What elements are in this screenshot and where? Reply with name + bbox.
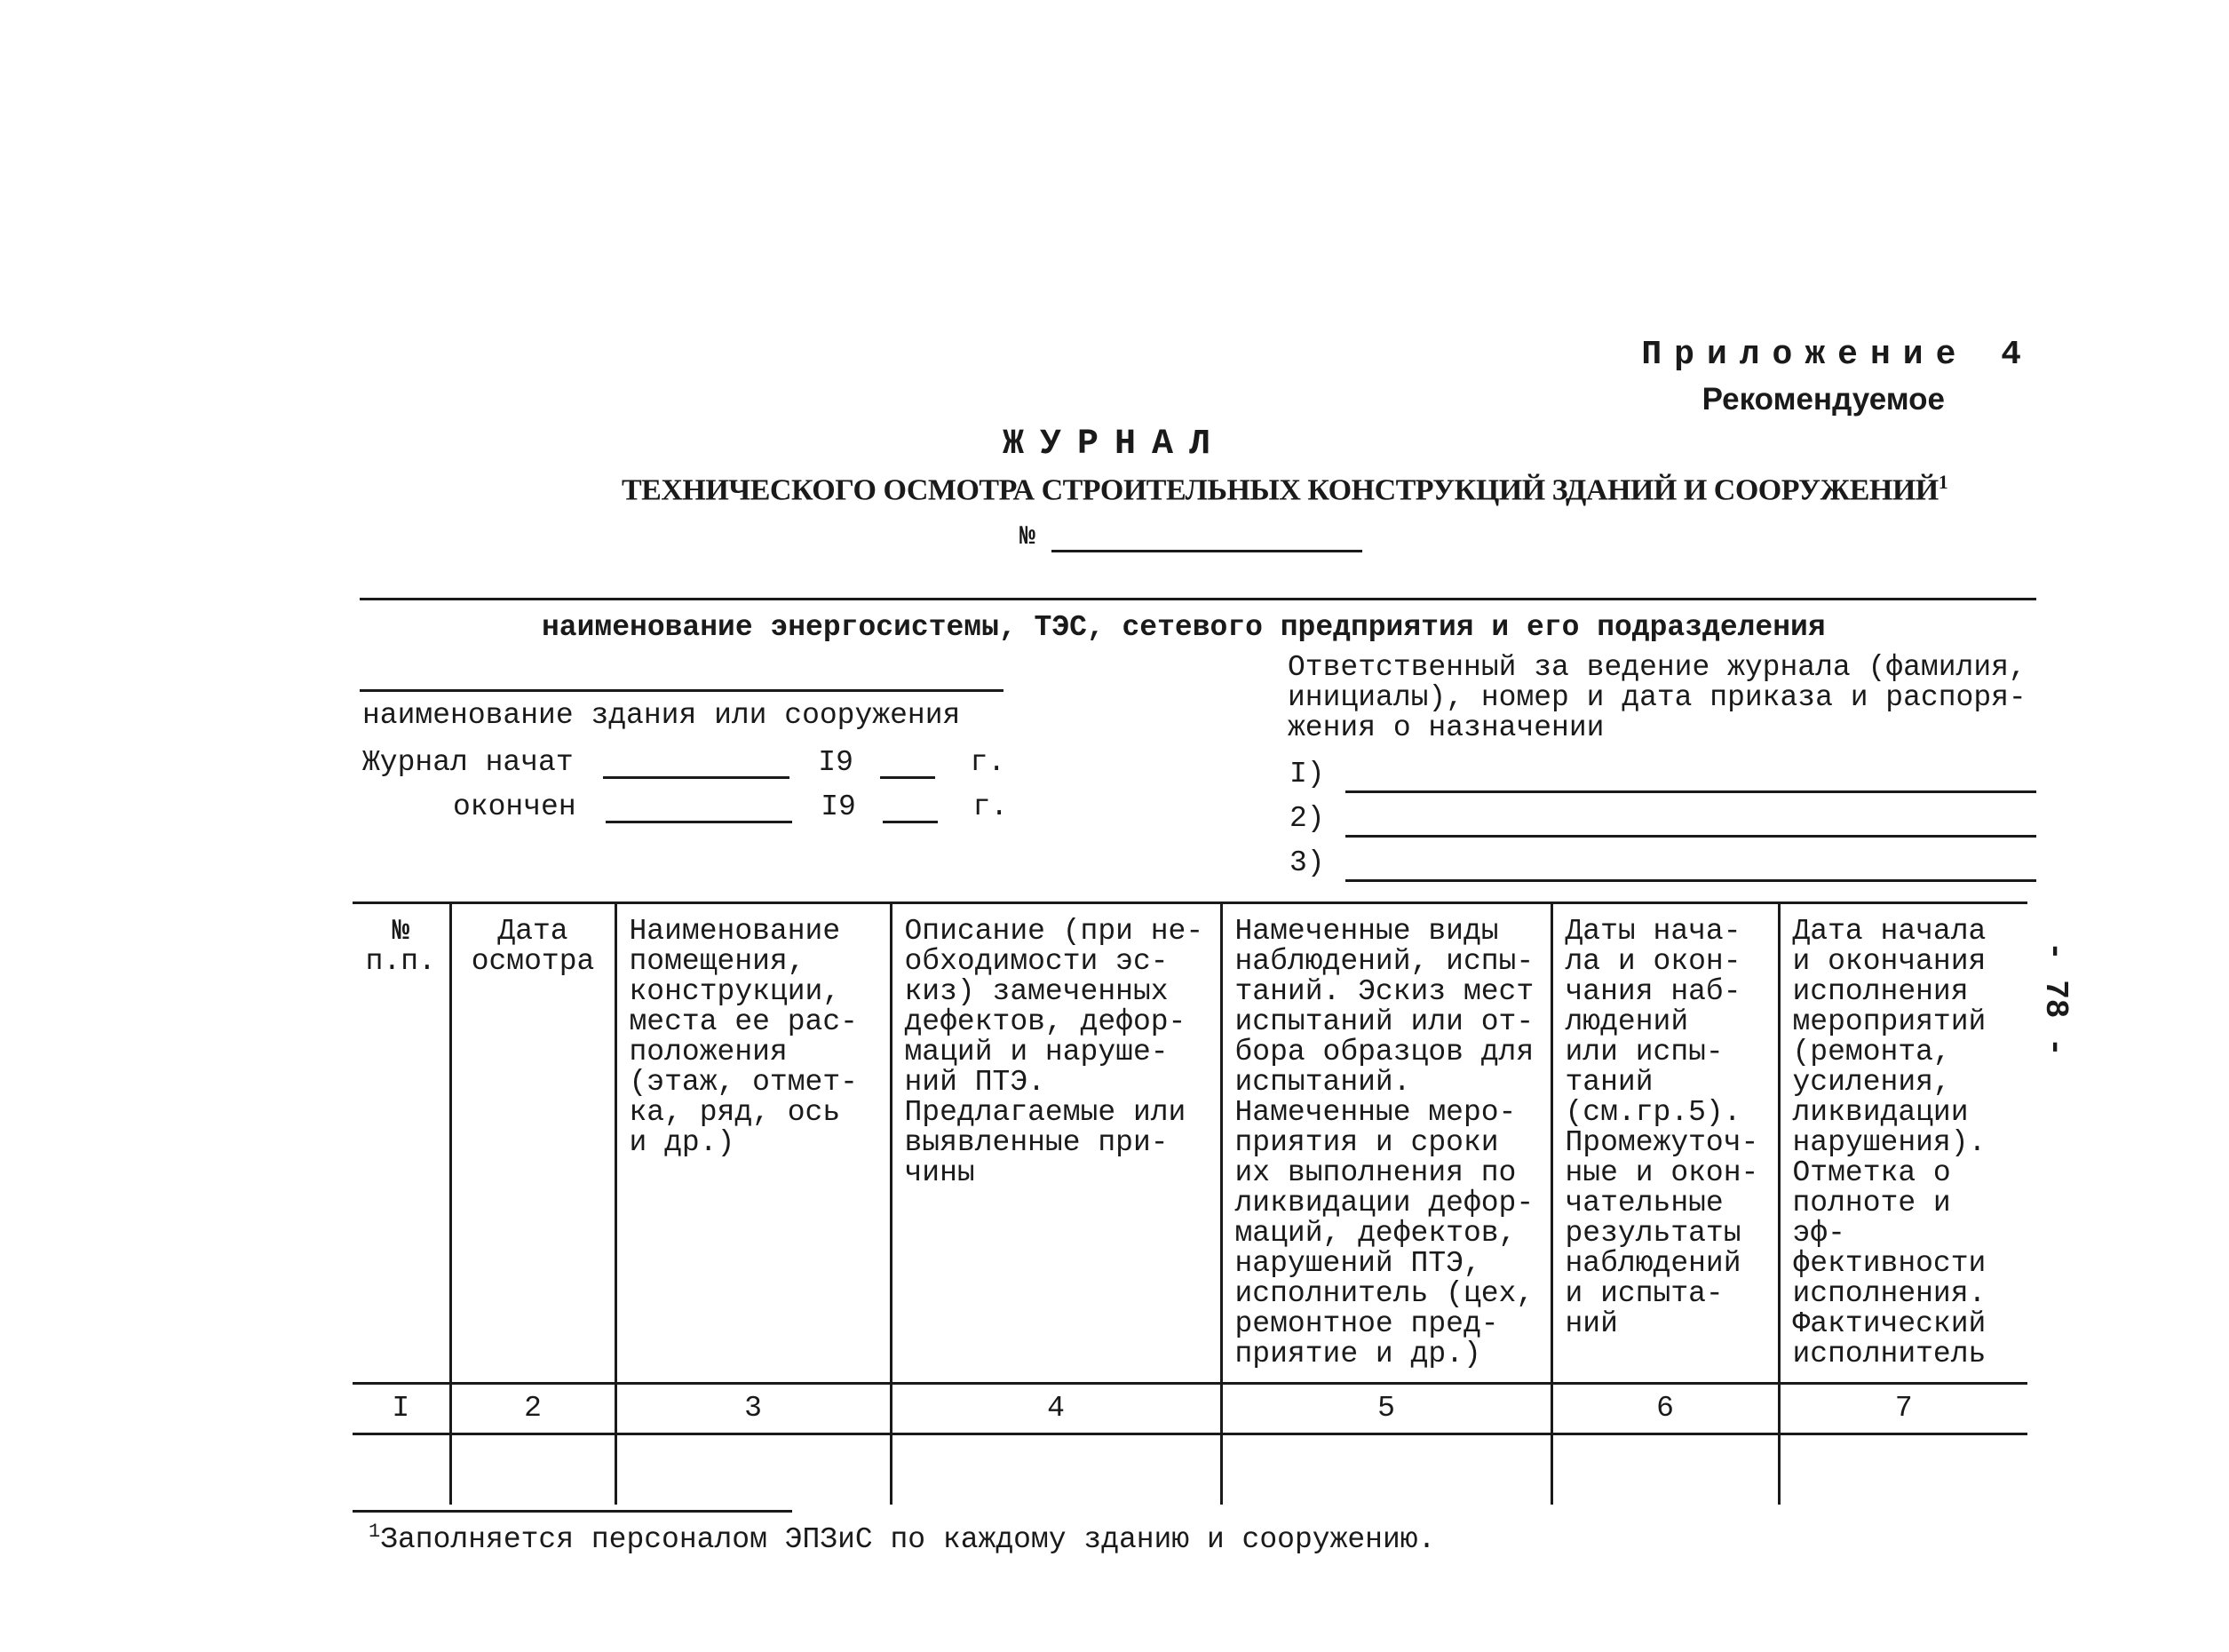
header-line: результаты bbox=[1565, 1217, 1741, 1250]
entry-cell[interactable] bbox=[450, 1434, 615, 1505]
journal-ended-row bbox=[453, 790, 1008, 823]
subtitle-footnote-mark: 1 bbox=[1938, 471, 1948, 493]
started-year-prefix: I9 bbox=[818, 746, 853, 779]
journal-subtitle bbox=[622, 471, 1948, 507]
header-line: ка, ряд, ось bbox=[629, 1096, 841, 1129]
header-line: обходимости эс- bbox=[904, 945, 1169, 978]
responsible-line: Ответственный за ведение журнала (фамилия, bbox=[1288, 651, 2027, 684]
entry-cell[interactable] bbox=[891, 1434, 1221, 1505]
header-line: исполнитель bbox=[1792, 1338, 1987, 1370]
header-line: помещения, bbox=[629, 945, 805, 978]
started-year-blank[interactable] bbox=[880, 750, 935, 779]
column-number: 2 bbox=[450, 1384, 615, 1434]
header-line: Описание (при не- bbox=[904, 915, 1204, 948]
header-line: и испыта- bbox=[1565, 1277, 1724, 1310]
col-header-1 bbox=[353, 903, 450, 1384]
header-line: Намеченные меро- bbox=[1234, 1096, 1517, 1129]
header-line: конструкции, bbox=[629, 975, 841, 1008]
journal-table bbox=[353, 901, 2027, 1505]
responsible-item-1-blank[interactable] bbox=[1345, 790, 2036, 793]
entry-cell[interactable] bbox=[1551, 1434, 1779, 1505]
column-number: 5 bbox=[1221, 1384, 1551, 1434]
column-number: 7 bbox=[1779, 1384, 2027, 1434]
header-line: нарушений ПТЭ, bbox=[1234, 1247, 1481, 1280]
header-line: осмотра bbox=[471, 945, 595, 978]
header-line: маций и наруше- bbox=[904, 1036, 1169, 1068]
org-line[interactable] bbox=[360, 598, 2036, 600]
org-caption: наименование энергосистемы, ТЭС, сетевого предприятия и его подразделения bbox=[542, 611, 1826, 644]
header-line: п.п. bbox=[365, 945, 436, 978]
header-line: (этаж, отмет- bbox=[629, 1066, 858, 1099]
header-line: чания наб- bbox=[1565, 975, 1741, 1008]
header-line: Дата начала bbox=[1792, 915, 1987, 948]
column-number: I bbox=[353, 1384, 450, 1434]
header-line: исполнения bbox=[1792, 975, 1969, 1008]
col-header-7 bbox=[1779, 903, 2027, 1384]
header-line: места ее рас- bbox=[629, 1005, 858, 1038]
header-line: испытаний или от- bbox=[1234, 1005, 1535, 1038]
entry-cell[interactable] bbox=[353, 1434, 450, 1505]
header-line: ные и окон- bbox=[1565, 1156, 1759, 1189]
journal-number-blank[interactable] bbox=[1051, 525, 1362, 552]
header-line: усиления, bbox=[1792, 1066, 1951, 1099]
header-line: таний bbox=[1565, 1066, 1654, 1099]
responsible-item-label: I) bbox=[1289, 758, 1325, 790]
entry-cell[interactable] bbox=[615, 1434, 891, 1505]
journal-started-row bbox=[362, 746, 1005, 779]
empty-entry-row bbox=[353, 1434, 2027, 1505]
responsible-item-2-blank[interactable] bbox=[1345, 835, 2036, 838]
col-header-6 bbox=[1551, 903, 1779, 1384]
responsible-item-3-blank[interactable] bbox=[1345, 879, 2036, 882]
footnote-mark: 1 bbox=[369, 1521, 381, 1543]
header-line: их выполнения по bbox=[1234, 1156, 1517, 1189]
footnote-text: Заполняется персоналом ЭПЗиС по каждому зданию и сооружению. bbox=[380, 1523, 1436, 1556]
header-line: чательные bbox=[1565, 1187, 1724, 1219]
footnote bbox=[369, 1521, 1435, 1556]
header-line: приятие и др.) bbox=[1234, 1338, 1481, 1370]
header-line: ремонтное пред- bbox=[1234, 1307, 1499, 1340]
header-line: маций, дефектов, bbox=[1234, 1217, 1517, 1250]
header-line: ликвидации дефор- bbox=[1234, 1187, 1535, 1219]
header-line: и окончания bbox=[1792, 945, 1987, 978]
header-line: наблюдений, испы- bbox=[1234, 945, 1535, 978]
header-line: наблюдений bbox=[1565, 1247, 1741, 1280]
header-line: Наименование bbox=[629, 915, 841, 948]
header-line: № bbox=[392, 915, 410, 948]
col-header-4 bbox=[891, 903, 1221, 1384]
header-line: Отметка о bbox=[1792, 1156, 1951, 1189]
header-line: (см.гр.5). bbox=[1565, 1096, 1741, 1129]
col-header-2 bbox=[450, 903, 615, 1384]
column-number: 4 bbox=[891, 1384, 1221, 1434]
header-line: полноте и эф- bbox=[1792, 1187, 1951, 1250]
header-line: нарушения). bbox=[1792, 1126, 1987, 1159]
column-number: 6 bbox=[1551, 1384, 1779, 1434]
header-line: и др.) bbox=[629, 1126, 735, 1159]
column-number-row bbox=[353, 1384, 2027, 1434]
header-line: таний. Эскиз мест bbox=[1234, 975, 1535, 1008]
header-line: мероприятий bbox=[1792, 1005, 1987, 1038]
responsible-line: инициалы), номер и дата приказа и распоря- bbox=[1288, 681, 2027, 714]
column-number: 3 bbox=[615, 1384, 891, 1434]
header-line: бора образцов для bbox=[1234, 1036, 1535, 1068]
started-year-suffix: г. bbox=[970, 746, 1006, 779]
col-header-3 bbox=[615, 903, 891, 1384]
header-line: приятия и сроки bbox=[1234, 1126, 1499, 1159]
ended-label: окончен bbox=[453, 790, 576, 823]
ended-year-blank[interactable] bbox=[883, 794, 938, 823]
header-line: ла и окон- bbox=[1565, 945, 1741, 978]
journal-title: ЖУРНАЛ bbox=[1002, 425, 1227, 465]
started-label: Журнал начат bbox=[362, 746, 574, 779]
header-line: (ремонта, bbox=[1792, 1036, 1951, 1068]
col-header-5 bbox=[1221, 903, 1551, 1384]
building-caption: наименование здания или сооружения bbox=[362, 699, 961, 732]
header-line: исполнения. bbox=[1792, 1277, 1987, 1310]
header-line: Фактический bbox=[1792, 1307, 1987, 1340]
ended-year-suffix: г. bbox=[972, 790, 1009, 823]
started-date-blank[interactable] bbox=[603, 750, 789, 779]
responsible-item-2 bbox=[1289, 802, 1325, 835]
recommended-label: Рекомендуемое bbox=[1701, 382, 1945, 417]
number-sign: № bbox=[1019, 522, 1036, 552]
header-line: ний ПТЭ. bbox=[904, 1066, 1045, 1099]
ended-year-prefix: I9 bbox=[821, 790, 856, 823]
header-line: выявленные при- bbox=[904, 1126, 1169, 1159]
subtitle-text: ТЕХНИЧЕСКОГО ОСМОТРА СТРОИТЕЛЬНЫХ КОНСТРУКЦИЙ ЗДАНИЙ И СООРУЖЕНИЙ bbox=[622, 473, 1939, 507]
header-line: фективности bbox=[1792, 1247, 1987, 1280]
header-line: ликвидации bbox=[1792, 1096, 1969, 1129]
header-line: Дата bbox=[497, 915, 568, 948]
header-line: дефектов, дефор- bbox=[904, 1005, 1186, 1038]
journal-number-line bbox=[1019, 522, 1362, 552]
header-line: Намеченные виды bbox=[1234, 915, 1499, 948]
header-line: ний bbox=[1565, 1307, 1618, 1340]
page-number: - 78 - bbox=[2037, 941, 2074, 1057]
responsible-item-1 bbox=[1289, 758, 1325, 790]
header-line: или испы- bbox=[1565, 1036, 1724, 1068]
header-line: киз) замеченных bbox=[904, 975, 1169, 1008]
header-line: чины bbox=[904, 1156, 975, 1189]
header-line: людений bbox=[1565, 1005, 1689, 1038]
footnote-separator bbox=[353, 1510, 792, 1513]
building-line[interactable] bbox=[360, 689, 1003, 692]
header-line: Предлагаемые или bbox=[904, 1096, 1186, 1129]
entry-cell[interactable] bbox=[1221, 1434, 1551, 1505]
responsible-item-label: 3) bbox=[1289, 846, 1325, 879]
header-line: испытаний. bbox=[1234, 1066, 1411, 1099]
header-line: Промежуточ- bbox=[1565, 1126, 1759, 1159]
appendix-label: Приложение 4 bbox=[1641, 336, 2034, 374]
responsible-line: жения о назначении bbox=[1288, 711, 1605, 744]
header-line: Даты нача- bbox=[1565, 915, 1741, 948]
entry-cell[interactable] bbox=[1779, 1434, 2027, 1505]
ended-date-blank[interactable] bbox=[606, 794, 792, 823]
responsible-item-3 bbox=[1289, 846, 1325, 879]
header-line: исполнитель (цех, bbox=[1234, 1277, 1535, 1310]
responsible-item-label: 2) bbox=[1289, 802, 1325, 835]
header-row bbox=[353, 903, 2027, 1384]
header-line: положения bbox=[629, 1036, 788, 1068]
responsible-text bbox=[1288, 653, 2069, 743]
